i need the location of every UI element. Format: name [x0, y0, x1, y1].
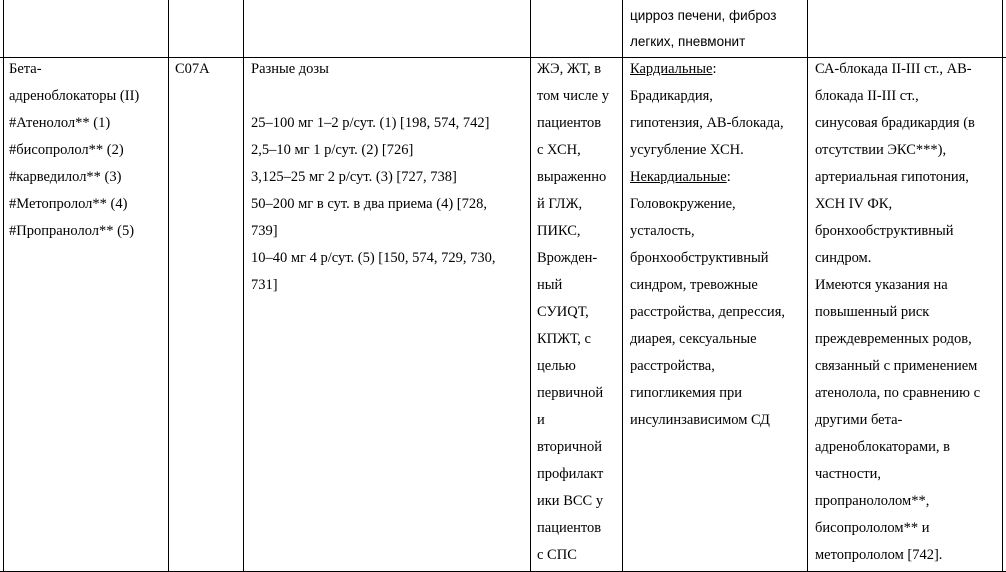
indication-line: ЖЭ, ЖТ, в [537, 61, 602, 77]
table-column-divider-1 [168, 0, 169, 572]
contraindication-line: артериальная гипотония, [815, 169, 969, 185]
table-column-divider-5 [807, 0, 808, 572]
indication-line: с СПС [537, 547, 577, 563]
contraindication-line: ХСН IV ФК, [815, 196, 893, 212]
indication-line: с ХСН, [537, 142, 581, 158]
indication-line: целью [537, 358, 576, 374]
dosage-line: 739] [251, 223, 278, 239]
drug-name-line: #Метопролол** (4) [9, 196, 128, 212]
drug-group-line: Бета- [9, 61, 42, 77]
contraindication-line: Имеются указания на [815, 277, 948, 293]
side-effect-line: бронхообструктивный [630, 250, 769, 266]
contraindication-line: синусовая брадикардия (в [815, 115, 975, 131]
indication-line: профилакт [537, 466, 604, 482]
indication-line: пациентов [537, 520, 602, 536]
contraindication-line: синдром. [815, 250, 872, 266]
side-effect-line: Брадикардия, [630, 88, 713, 104]
side-effect-line: расстройства, депрессия, [630, 304, 785, 320]
top-row-cell-5-line: легких, пневмонит [630, 34, 746, 49]
dosage-line: 731] [251, 277, 278, 293]
side-effect-line: усталость, [630, 223, 695, 239]
table-border-right [1002, 0, 1003, 572]
indication-line: пациентов [537, 115, 602, 131]
contraindication-line: адреноблокаторами, в [815, 439, 951, 455]
table-column-divider-2 [243, 0, 244, 572]
indication-line: том числе у [537, 88, 609, 104]
indication-line: ный [537, 277, 563, 293]
side-effect-line: расстройства, [630, 358, 715, 374]
contraindication-line: другими бета- [815, 412, 903, 428]
cardiac-heading-text: Кардиальные [630, 61, 713, 77]
side-effect-line: Головокружение, [630, 196, 736, 212]
indication-line: вторичной [537, 439, 602, 455]
side-effect-line: гипогликемия при [630, 385, 743, 401]
dosage-line: 25–100 мг 1–2 р/сут. (1) [198, 574, 742] [251, 115, 490, 131]
contraindication-line: частности, [815, 466, 882, 482]
top-row-cell-5-line: цирроз печени, фиброз [630, 8, 777, 23]
contraindication-line: бронхообструктивный [815, 223, 954, 239]
dosage-header: Разные дозы [251, 61, 329, 77]
indication-line: первичной [537, 385, 604, 401]
indication-line: выраженно [537, 169, 607, 185]
contraindication-line: пропранололом**, [815, 493, 930, 509]
drug-name-line: #Атенолол** (1) [9, 115, 111, 131]
cardiac-heading: Кардиальные: [630, 61, 717, 77]
contraindication-line: СА-блокада II-III ст., АВ- [815, 61, 972, 77]
contraindication-line: метопрололом [742]. [815, 547, 943, 563]
drug-group-line: адреноблокаторы (II) [9, 88, 140, 104]
table-column-divider-3 [530, 0, 531, 572]
contraindication-line: связанный с применением [815, 358, 978, 374]
dosage-line: 50–200 мг в сут. в два приема (4) [728, [251, 196, 487, 212]
dosage-line: 2,5–10 мг 1 р/сут. (2) [726] [251, 142, 414, 158]
drug-name-line: #Пропранолол** (5) [9, 223, 135, 239]
atc-code: C07A [175, 61, 210, 77]
side-effect-line: инсулинзависимом СД [630, 412, 770, 428]
side-effect-line: гипотензия, АВ-блокада, [630, 115, 784, 131]
indication-line: СУИQТ, [537, 304, 589, 320]
side-effect-line: диарея, сексуальные [630, 331, 757, 347]
dosage-line: 3,125–25 мг 2 р/сут. (3) [727, 738] [251, 169, 457, 185]
contraindication-line: преждевременных родов, [815, 331, 972, 347]
contraindication-line: отсутствии ЭКС***), [815, 142, 947, 158]
indication-line: й ГЛЖ, [537, 196, 583, 212]
contraindication-line: блокада II-III ст., [815, 88, 919, 104]
indication-line: ики ВСС у [537, 493, 604, 509]
noncardiac-heading: Некардиальные: [630, 169, 731, 185]
contraindication-line: атенолола, по сравнению с [815, 385, 981, 401]
contraindication-line: бисопрололом** и [815, 520, 930, 536]
indication-line: КПЖТ, с [537, 331, 591, 347]
table-border-left [3, 0, 4, 572]
table-column-divider-4 [622, 0, 623, 572]
dosage-line: 10–40 мг 4 р/сут. (5) [150, 574, 729, 730, [251, 250, 496, 266]
contraindication-line: повышенный риск [815, 304, 930, 320]
drug-name-line: #карведилол** (3) [9, 169, 122, 185]
indication-line: Врожден- [537, 250, 598, 266]
drug-name-line: #бисопролол** (2) [9, 142, 124, 158]
side-effect-line: синдром, тревожные [630, 277, 758, 293]
noncardiac-heading-text: Некардиальные [630, 169, 727, 185]
indication-line: ПИКС, [537, 223, 581, 239]
indication-line: и [537, 412, 545, 428]
side-effect-line: усугубление ХСН. [630, 142, 744, 158]
